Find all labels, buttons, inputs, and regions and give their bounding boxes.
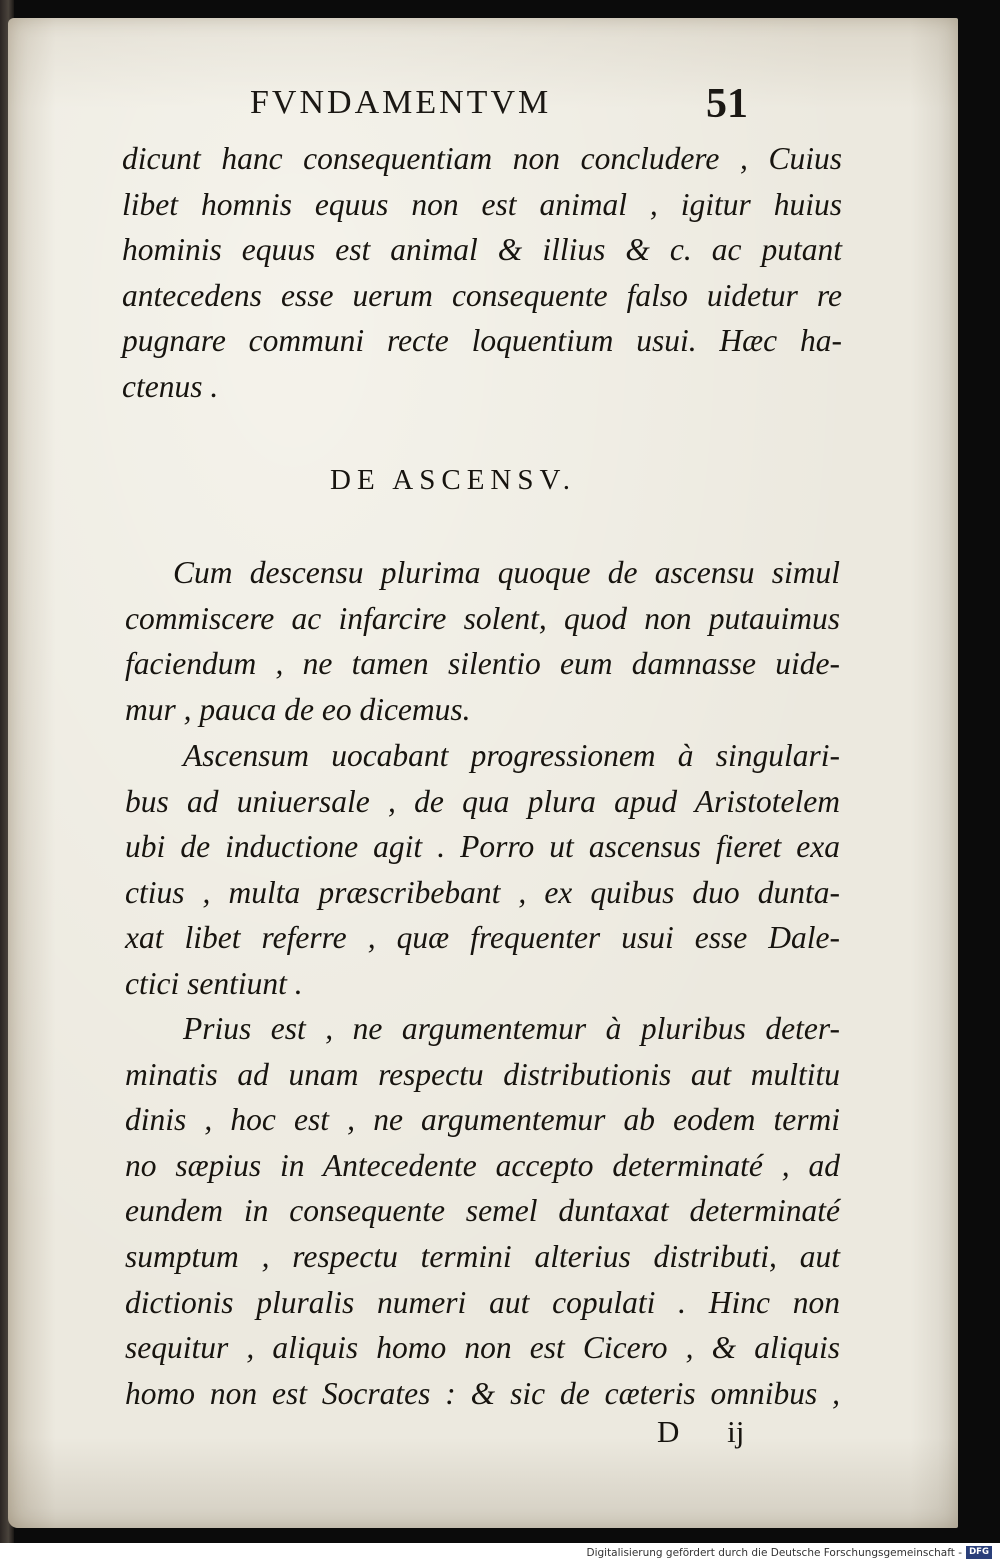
- text-line: commiscere ac infarcire solent, quod non putauimus: [125, 600, 840, 636]
- text-line: mur , pauca de eo dicemus.: [125, 691, 471, 727]
- text-line: xat libet referre , quæ frequenter usui esse Dale-: [125, 920, 840, 956]
- text-line: Cum descensu plurima quoque de ascensu simul: [173, 555, 840, 590]
- text-line: bus ad uniuersale , de qua plura apud Aristotelem: [125, 783, 840, 819]
- text-line: ctenus .: [122, 368, 219, 404]
- text-line: ctius , multa præscribebant , ex quibus duo dunta-: [125, 874, 840, 910]
- dfg-logo: DFG: [966, 1546, 992, 1559]
- top-passage: [122, 136, 842, 410]
- text-line: pugnare communi recte loquentium usui. Hæc ha-: [122, 323, 842, 359]
- text-line: Prius est , ne argumentemur à pluribus deter-: [183, 1011, 840, 1046]
- paragraph-1: [125, 550, 840, 732]
- text-line: antecedens esse uerum consequente falso uidetur re: [122, 277, 842, 313]
- text-line: hominis equus est animal & illius & c. ac putant: [122, 232, 842, 268]
- text-line: ubi de inductione agit . Porro ut ascensus fieret exa: [125, 829, 840, 865]
- text-line: libet homnis equus non est animal , igitur huius: [122, 186, 842, 222]
- paragraph-2: [125, 733, 840, 1007]
- text-line: eundem in consequente semel duntaxat determinaté: [125, 1193, 840, 1229]
- text-line: no sæpius in Antecedente accepto determinaté , ad: [125, 1147, 840, 1183]
- text-line: sumptum , respectu termini alterius distributi, aut: [125, 1238, 840, 1274]
- text-line: homo non est Socrates : & sic de cæteris omnibus ,: [125, 1375, 840, 1411]
- text-line: dinis , hoc est , ne argumentemur ab eodem termi: [125, 1102, 840, 1138]
- text-line: minatis ad unam respectu distributionis aut multitu: [125, 1056, 840, 1092]
- text-line: dicunt hanc consequentiam non concludere , Cuius: [122, 141, 842, 176]
- signature-mark: D ij: [657, 1414, 745, 1449]
- text-line: faciendum , ne tamen silentio eum damnasse uide-: [125, 646, 840, 682]
- text-line: dictionis pluralis numeri aut copulati . Hinc non: [125, 1284, 840, 1320]
- section-heading: DE ASCENSV.: [330, 464, 576, 496]
- text-line: ctici sentiunt .: [125, 965, 303, 1001]
- folio-number: 51: [706, 81, 748, 127]
- paragraph-3: [125, 1006, 840, 1416]
- text-line: sequitur , aliquis homo non est Cicero , & aliquis: [125, 1330, 840, 1366]
- text-line: Ascensum uocabant progressionem à singulari-: [183, 738, 840, 773]
- digitization-credit: Digitalisierung gefördert durch die Deutsche Forschungsgemeinschaft -: [586, 1547, 962, 1559]
- running-head: FVNDAMENTVM: [250, 84, 552, 121]
